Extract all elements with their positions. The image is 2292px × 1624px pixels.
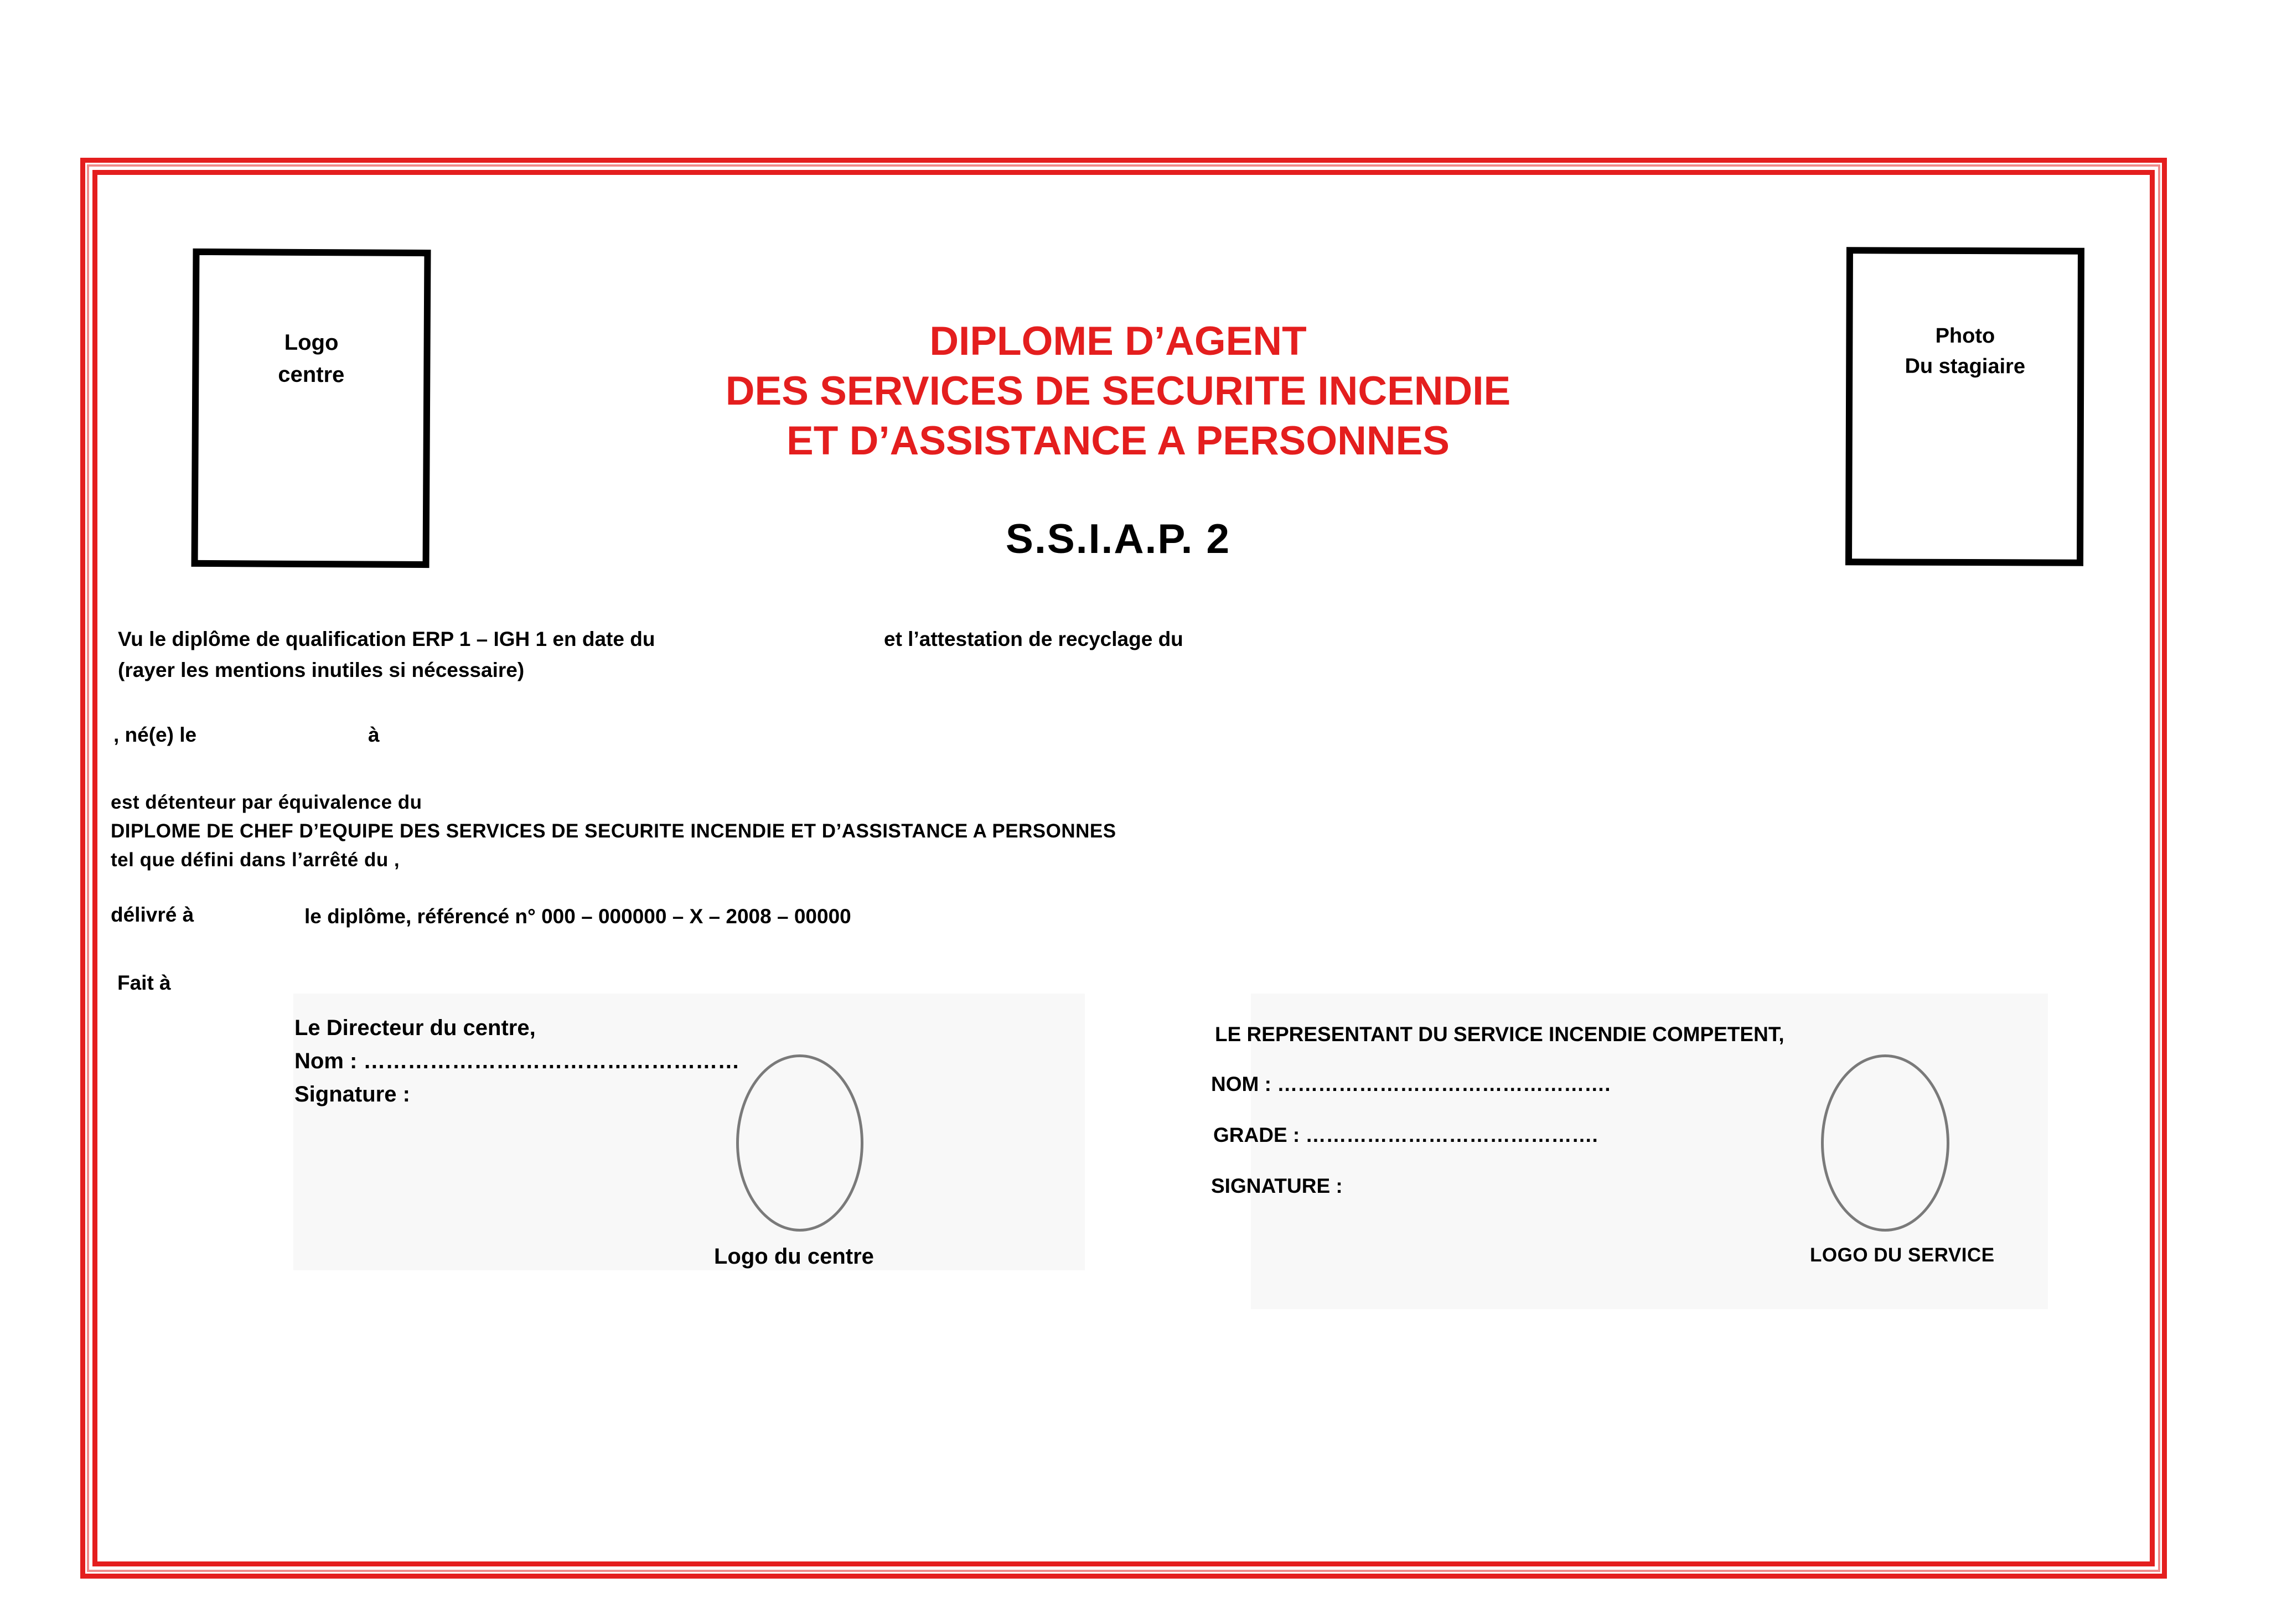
director-logo-label: Logo du centre: [714, 1244, 874, 1269]
diploma-subtitle: S.S.I.A.P. 2: [1005, 515, 1231, 562]
title-line1: DIPLOME D’AGENT: [929, 319, 1307, 364]
text-fait-a: Fait à: [117, 971, 171, 994]
representative-grade: GRADE : …………………………………….: [1213, 1124, 1598, 1146]
logo-label-line2: centre: [278, 362, 345, 387]
text-ne-le: , né(e) le: [113, 723, 197, 746]
photo-placeholder-label: [1905, 320, 2025, 382]
text-rayer-mentions: (rayer les mentions inutiles si nécessaire): [118, 659, 525, 681]
service-logo-label: LOGO DU SERVICE: [1810, 1244, 1995, 1266]
photo-label-line2: Du stagiaire: [1905, 354, 2026, 378]
director-stamp-icon: [736, 1054, 863, 1232]
text-diplome-chef-equipe: DIPLOME DE CHEF D’EQUIPE DES SERVICES DE SECURITE INCENDIE ET D’ASSISTANCE A PERSONNES: [111, 820, 1116, 842]
text-detenteur: est détenteur par équivalence du: [111, 792, 422, 813]
text-tel-que-defini: tel que défini dans l’arrêté du ,: [111, 849, 400, 871]
representative-signature: SIGNATURE :: [1211, 1175, 1343, 1197]
photo-placeholder-box: [1845, 247, 2084, 566]
title-line3: ET D’ASSISTANCE A PERSONNES: [787, 418, 1450, 463]
text-a: à: [368, 723, 380, 746]
representative-name: NOM : ………………………………………….: [1211, 1073, 1611, 1095]
director-name: Nom : ……………………………………………: [294, 1049, 740, 1073]
director-signature: Signature :: [294, 1082, 410, 1106]
text-attestation: et l’attestation de recyclage du: [884, 628, 1183, 650]
logo-placeholder-box: [191, 249, 431, 568]
text-vu-diplome: Vu le diplôme de qualification ERP 1 – IGH 1 en date du: [118, 628, 655, 650]
text-reference: le diplôme, référencé n° 000 – 000000 – X – 2008 – 00000: [304, 905, 851, 928]
text-delivre: délivré à: [111, 903, 194, 926]
director-title: Le Directeur du centre,: [294, 1016, 536, 1040]
service-stamp-icon: [1821, 1054, 1949, 1232]
logo-placeholder-label: [278, 326, 345, 391]
title-line2: DES SERVICES DE SECURITE INCENDIE: [725, 369, 1511, 413]
photo-label-line1: Photo: [1935, 324, 1995, 348]
logo-label-line1: Logo: [284, 330, 339, 355]
representative-title: LE REPRESENTANT DU SERVICE INCENDIE COMPETENT,: [1215, 1023, 1784, 1046]
diploma-title: [664, 317, 1572, 466]
